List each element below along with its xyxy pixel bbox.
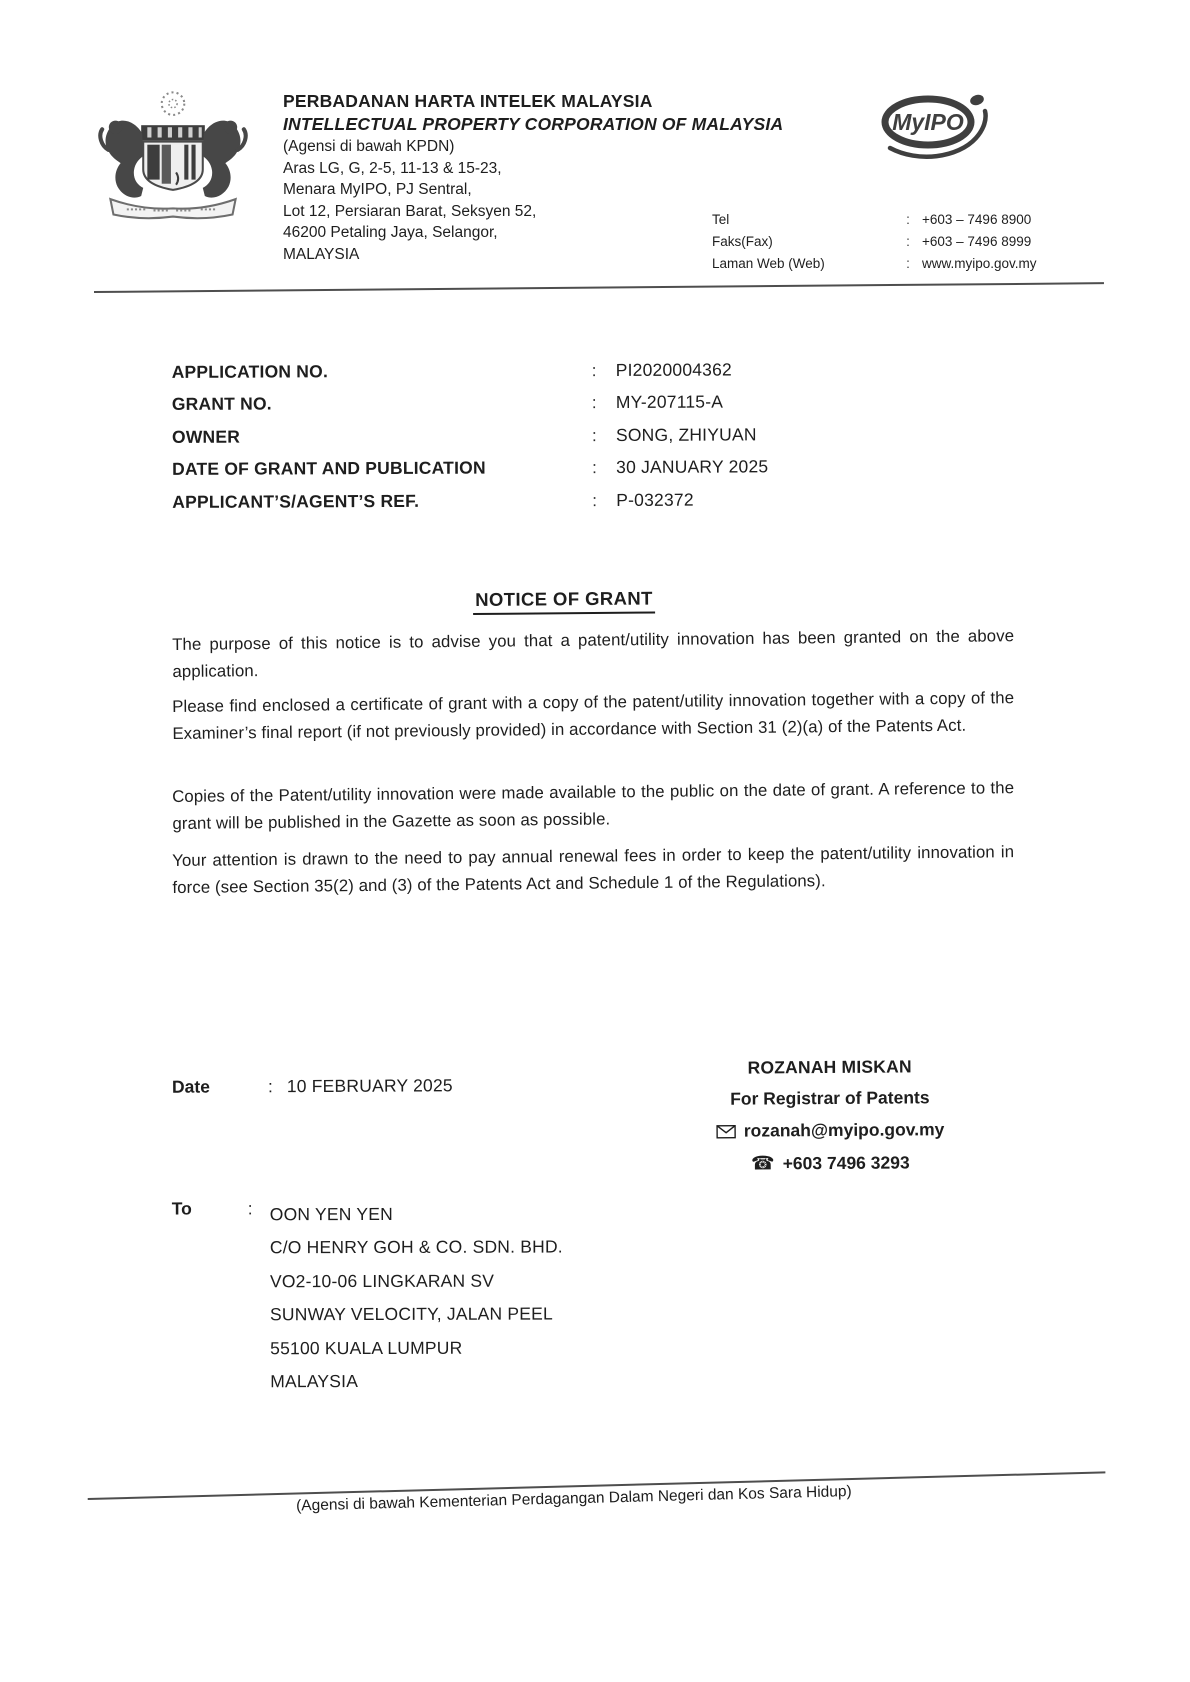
contact-label: Laman Web (Web) [712,256,825,271]
myipo-logo [870,88,998,164]
detail-colon: : [592,458,597,478]
grant-details-block [172,358,1053,524]
detail-row-owner [172,423,1052,459]
body-paragraph: Copies of the Patent/utility innovation were made available to the public on the date of grant. A reference to the grant will be published in the Gazette as soon as possible. [172,778,1015,834]
detail-value: MY-207115-A [615,391,724,413]
body-paragraph: Your attention is drawn to the need to pay annual renewal fees in order to keep the patent/utility innovation in force (see Section 35(2) and (3) of the Patents Act and Schedule 1 of the Regulations). [172,842,1015,898]
recipient-address [270,1197,564,1398]
contact-row-fax [712,231,1037,253]
date-value: 10 FEBRUARY 2025 [286,1075,453,1097]
malaysia-coat-of-arms-icon [96,84,250,228]
org-name-malay: PERBADANAN HARTA INTELEK MALAYSIA [283,91,653,111]
contact-separator: : [906,256,910,271]
contact-value: +603 – 7496 8900 [922,212,1032,227]
contact-separator: : [906,212,910,227]
recipient-line: OON YEN YEN [269,1203,393,1225]
detail-colon: : [591,425,597,445]
envelope-icon [716,1124,736,1138]
body-paragraph: Please find enclosed a certificate of grant with a copy of the patent/utility innovation together with a copy of the Examiner’s final report (if not previously provided) in accordance with Section 31 (2)(a) of the Patents Act. [172,688,1015,744]
recipient-line: C/O HENRY GOH & CO. SDN. BHD. [269,1236,563,1258]
body-paragraph: The purpose of this notice is to advise you that a patent/utility innovation has been granted on the above application. [172,626,1015,682]
header-divider-line [94,282,1104,293]
recipient-line: MALAYSIA [270,1371,359,1392]
letter-date-row [172,1075,453,1097]
signer-phone: +603 7496 3293 [782,1152,910,1174]
detail-row-agent-ref [172,488,1052,524]
contact-label: Faks(Fax) [712,234,773,249]
recipient-line: 55100 KUALA LUMPUR [270,1337,463,1358]
detail-value: PI2020004362 [615,359,732,380]
detail-label: DATE OF GRANT AND PUBLICATION [172,457,486,480]
org-address-line: 46200 Petaling Jaya, Selangor, [283,224,498,242]
recipient-colon: : [247,1198,253,1219]
detail-label: APPLICATION NO. [171,361,329,382]
detail-label: APPLICANT’S/AGENT’S REF. [172,490,420,512]
contact-row-tel [712,209,1037,231]
detail-colon: : [591,361,597,381]
recipient-line: VO2-10-06 LINGKARAN SV [269,1270,495,1292]
detail-row-grant-date [172,455,1052,491]
detail-value: 30 JANUARY 2025 [616,456,769,478]
org-address-line: MALAYSIA [283,245,360,263]
signer-name: ROZANAH MISKAN [747,1056,912,1078]
contact-value: +603 – 7496 8999 [922,234,1032,249]
letterhead-org-block [283,90,783,266]
signature-block [650,1051,1011,1182]
recipient-label: To [171,1198,192,1219]
contact-value: www.myipo.gov.my [922,256,1037,271]
footer-block [88,1471,1106,1521]
contact-info-block [712,209,1037,275]
signer-email: rozanah@myipo.gov.my [743,1119,945,1141]
recipient-block [172,1197,564,1398]
signer-title: For Registrar of Patents [730,1087,930,1109]
svg-text:MyIPO: MyIPO [892,109,964,135]
org-name-english: INTELLECTUAL PROPERTY CORPORATION OF MALAYSIA [283,114,784,134]
date-label: Date [171,1076,210,1097]
detail-value: P-032372 [616,489,694,510]
contact-label: Tel [712,212,730,227]
signer-phone-row [650,1146,1010,1182]
date-colon: : [267,1076,273,1097]
detail-row-grant-no [172,390,1052,426]
signer-email-row [650,1113,1010,1149]
detail-label: GRANT NO. [171,393,272,415]
org-address-line: Menara MyIPO, PJ Sentral, [283,181,472,199]
contact-row-web [712,253,1037,275]
contact-separator: : [906,234,910,249]
detail-colon: : [591,393,597,413]
org-address-line: Lot 12, Persiaran Barat, Seksyen 52, [283,202,537,220]
detail-row-application-no [172,358,1052,394]
notice-title-wrap [172,584,1012,617]
telephone-icon: ☎ [750,1152,775,1175]
org-address-line: (Agensi di bawah KPDN) [283,138,455,155]
page-title: NOTICE OF GRANT [473,587,655,615]
footer-note: (Agensi di bawah Kementerian Perdagangan Dalam Negeri dan Kos Sara Hidup) [295,1483,852,1515]
detail-value: SONG, ZHIYUAN [615,424,757,445]
recipient-line: SUNWAY VELOCITY, JALAN PEEL [270,1303,553,1325]
detail-colon: : [592,490,598,510]
detail-label: OWNER [171,426,241,447]
org-address-line: Aras LG, G, 2-5, 11-13 & 15-23, [283,159,502,177]
